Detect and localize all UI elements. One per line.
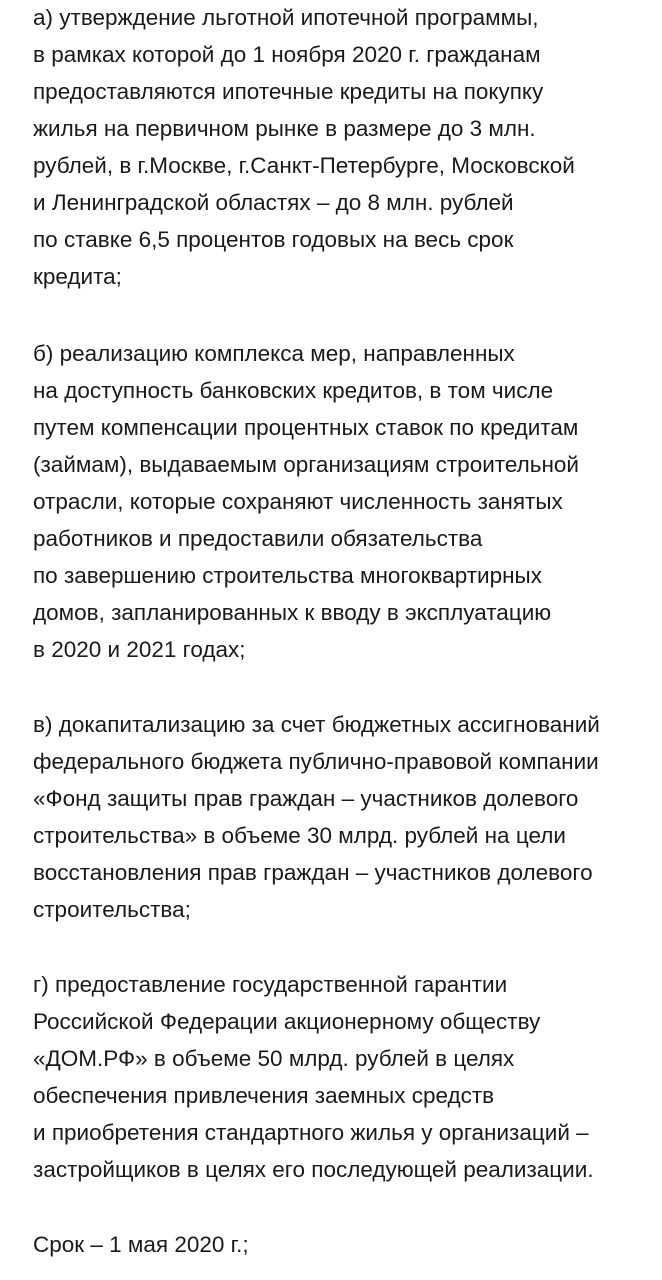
text-line: Срок – 1 мая 2020 г.; — [33, 1232, 249, 1257]
text-line: отрасли, которые сохраняют численность занятых — [33, 489, 563, 514]
text-line: г) предоставление государственной гарантии — [33, 972, 508, 997]
text-line: жилья на первичном рынке в размере до 3 млн. — [33, 116, 536, 141]
text-line: строительства» в объеме 30 млрд. рублей на цели — [33, 823, 566, 848]
text-line: б) реализацию комплекса мер, направленных — [33, 341, 515, 366]
paragraph-spacer — [33, 295, 653, 335]
paragraph-spacer — [33, 1188, 653, 1226]
text-line: и приобретения стандартного жилья у организаций – — [33, 1120, 589, 1145]
text-line: федерального бюджета публично-правовой компании — [33, 749, 599, 774]
text-line: «ДОМ.РФ» в объеме 50 млрд. рублей в целях — [33, 1046, 515, 1071]
text-line: Российской Федерации акционерному обществу — [33, 1009, 541, 1034]
text-line: а) утверждение льготной ипотечной программы, — [33, 5, 539, 30]
paragraph-a — [33, 0, 653, 295]
paragraph-b — [33, 335, 653, 668]
text-line: на доступность банковских кредитов, в том числе — [33, 378, 554, 403]
text-line: домов, запланированных к вводу в эксплуатацию — [33, 600, 552, 625]
paragraph-spacer — [33, 668, 653, 706]
text-line: в рамках которой до 1 ноября 2020 г. гражданам — [33, 42, 541, 67]
paragraph-spacer — [33, 928, 653, 966]
text-line: работников и предоставили обязательства — [33, 526, 483, 551]
text-line: обеспечения привлечения заемных средств — [33, 1083, 495, 1108]
paragraph-v — [33, 706, 653, 928]
text-line: и Ленинградской областях – до 8 млн. рублей — [33, 190, 514, 215]
text-line: в 2020 и 2021 годах; — [33, 637, 246, 662]
text-line: рублей, в г.Москве, г.Санкт-Петербурге, Московской — [33, 153, 575, 178]
text-line: в) докапитализацию за счет бюджетных ассигнований — [33, 712, 600, 737]
text-line: «Фонд защиты прав граждан – участников долевого — [33, 786, 579, 811]
text-line: (займам), выдаваемым организациям строительной — [33, 452, 579, 477]
text-line: по ставке 6,5 процентов годовых на весь срок — [33, 227, 514, 252]
text-line: восстановления прав граждан – участников долевого — [33, 860, 593, 885]
text-line: по завершению строительства многоквартирных — [33, 563, 542, 588]
paragraph-deadline — [33, 1226, 653, 1263]
text-line: застройщиков в целях его последующей реализации. — [33, 1157, 594, 1182]
paragraph-g — [33, 966, 653, 1188]
text-line: строительства; — [33, 897, 191, 922]
text-line: кредита; — [33, 264, 122, 289]
document-body — [33, 0, 653, 1263]
text-line: предоставляются ипотечные кредиты на покупку — [33, 79, 544, 104]
text-line: путем компенсации процентных ставок по кредитам — [33, 415, 579, 440]
